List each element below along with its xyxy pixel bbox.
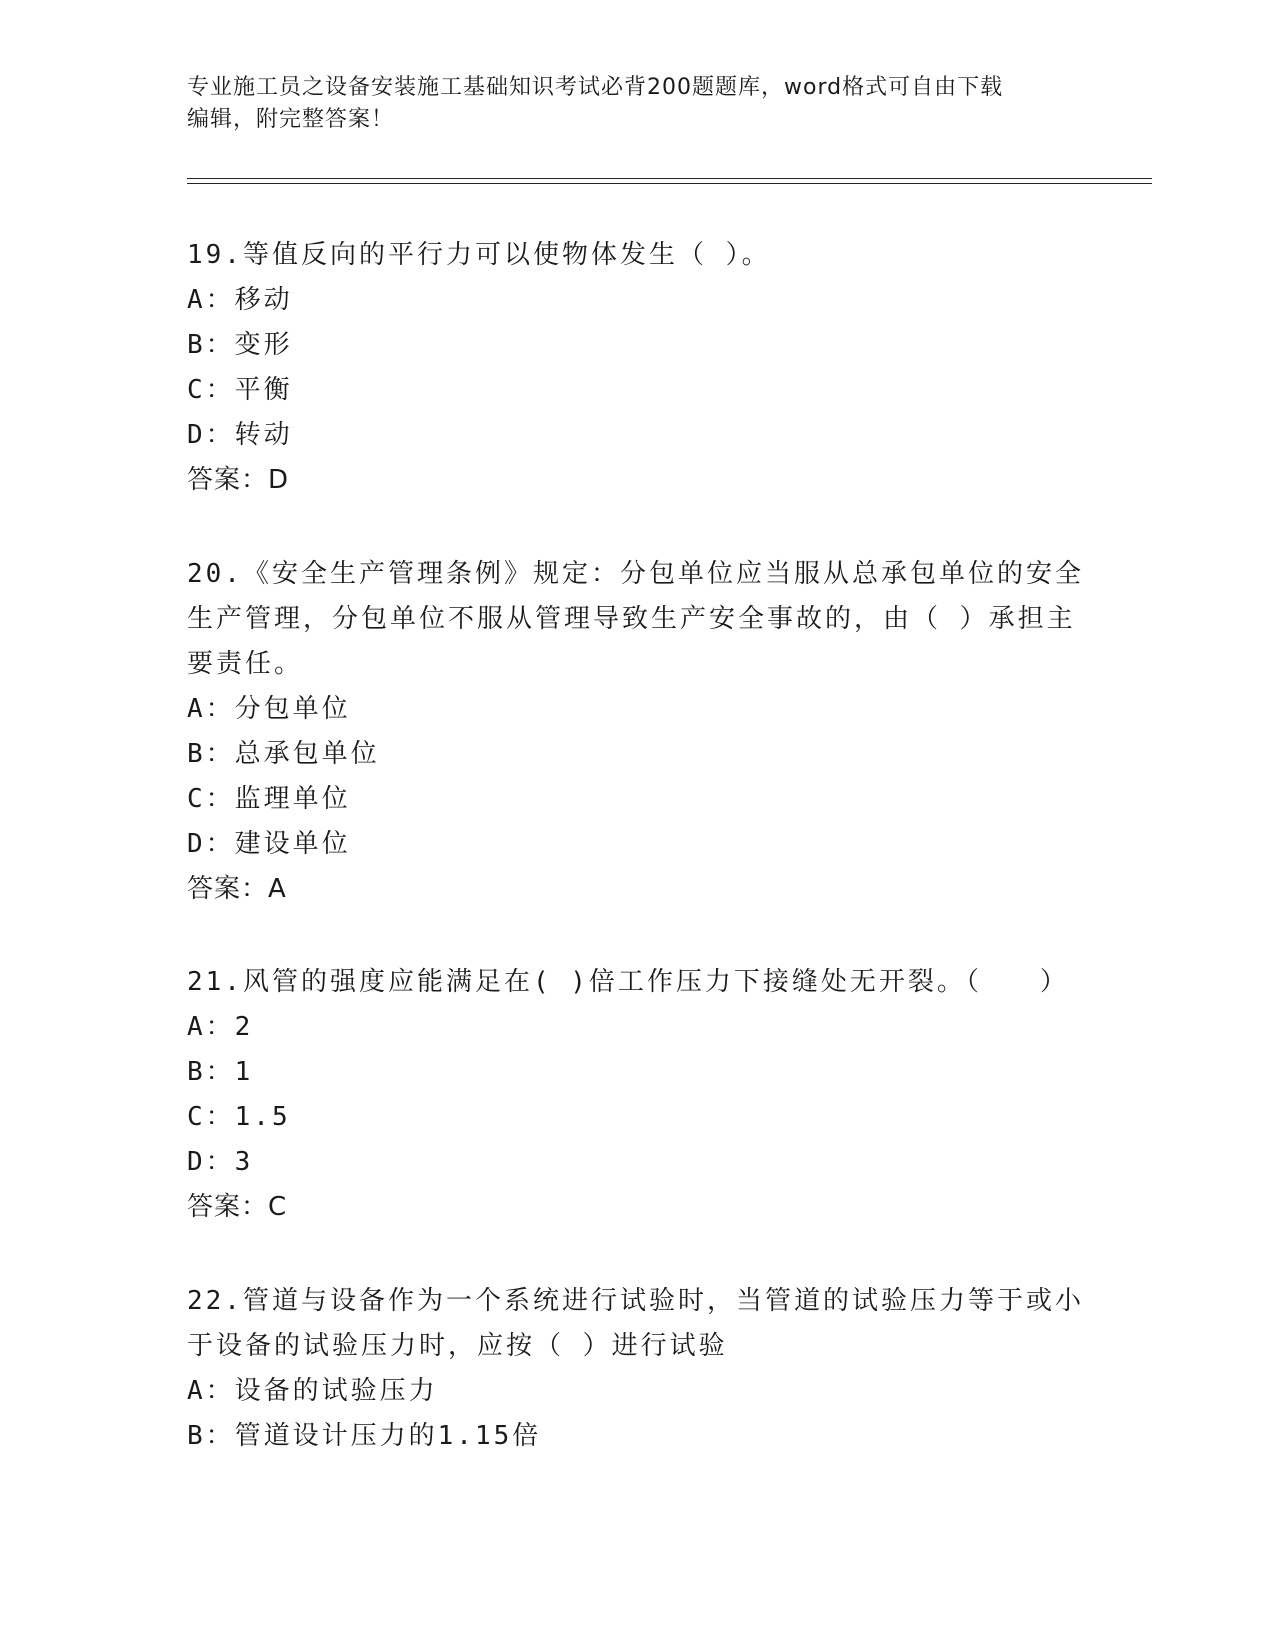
question-text-line-1: 20.《安全生产管理条例》规定：分包单位应当服从总承包单位的安全 [187, 559, 1084, 589]
option-b: B：变形 [187, 330, 293, 360]
option-d: D：建设单位 [187, 829, 351, 859]
question-text: 21.风管的强度应能满足在( )倍工作压力下接缝处无开裂。（ ） [187, 967, 1069, 997]
question-20 [187, 552, 1087, 912]
question-19 [187, 233, 1087, 503]
answer: 答案：D [187, 465, 290, 495]
header-title-line1: 专业施工员之设备安装施工基础知识考试必背200题题库，word格式可自由下载 [187, 75, 1004, 100]
header-divider-top [187, 178, 1152, 179]
question-text-line-2: 生产管理，分包单位不服从管理导致生产安全事故的，由（ ）承担主 [187, 604, 1076, 634]
question-text-line-3: 要责任。 [187, 649, 304, 679]
option-a: A：设备的试验压力 [187, 1376, 438, 1406]
option-b: B：管道设计压力的1.15倍 [187, 1421, 542, 1451]
option-a: A：2 [187, 1012, 254, 1042]
question-text-line-2: 于设备的试验压力时，应按（ ）进行试验 [187, 1331, 728, 1361]
question-22 [187, 1279, 1087, 1459]
question-text: 19.等值反向的平行力可以使物体发生（ ）。 [187, 240, 771, 270]
option-a: A：移动 [187, 285, 293, 315]
question-21 [187, 960, 1087, 1230]
option-c: C：1.5 [187, 1102, 291, 1132]
question-text-line-1: 22.管道与设备作为一个系统进行试验时，当管道的试验压力等于或小 [187, 1286, 1084, 1316]
header-title-line2: 编辑，附完整答案！ [187, 107, 395, 132]
option-b: B：1 [187, 1057, 254, 1087]
answer: 答案：C [187, 1192, 288, 1222]
option-d: D：转动 [187, 420, 293, 450]
option-c: C：平衡 [187, 375, 293, 405]
answer: 答案：A [187, 874, 287, 904]
document-header [187, 72, 1087, 136]
option-c: C：监理单位 [187, 784, 351, 814]
option-b: B：总承包单位 [187, 739, 380, 769]
option-a: A：分包单位 [187, 694, 351, 724]
option-d: D：3 [187, 1147, 254, 1177]
header-divider-bottom [187, 183, 1152, 184]
